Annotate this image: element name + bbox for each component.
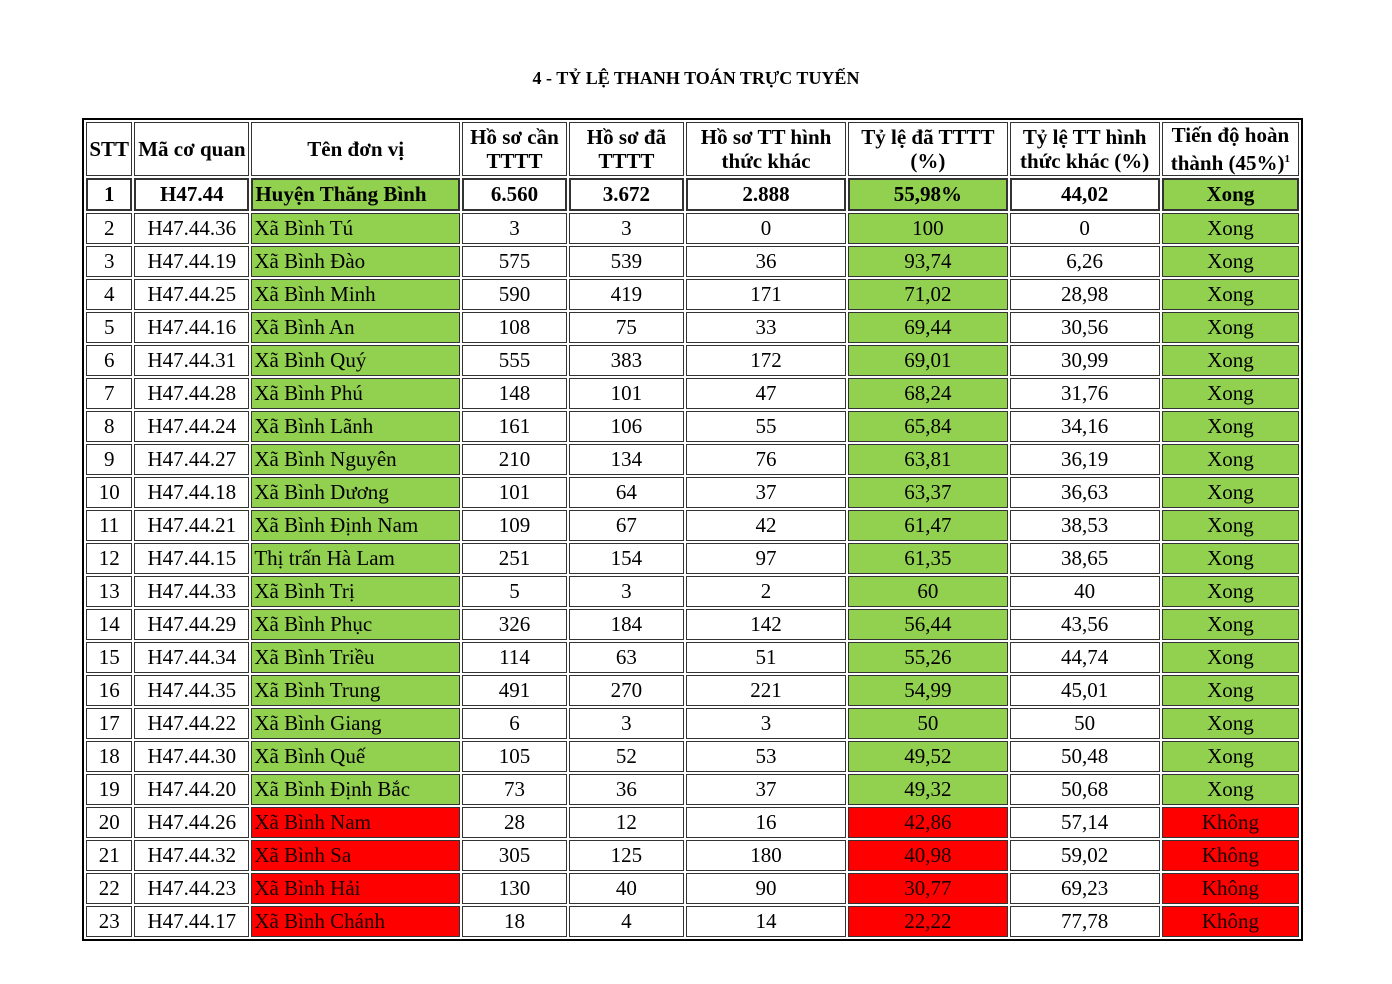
cell-tien-do: Xong <box>1162 642 1299 673</box>
table-row <box>86 378 1299 409</box>
cell-ten-don-vi: Huyện Thăng Bình <box>251 178 460 211</box>
cell-tien-do: Xong <box>1162 178 1299 211</box>
cell-ten-don-vi: Xã Bình Triều <box>251 642 460 673</box>
cell-ten-don-vi: Xã Bình Lãnh <box>251 411 460 442</box>
cell-ma-co-quan: H47.44 <box>134 178 249 211</box>
cell-ty-le-khac: 30,56 <box>1010 312 1160 343</box>
cell-stt: 8 <box>86 411 132 442</box>
cell-ty-le-khac: 77,78 <box>1010 906 1160 937</box>
cell-ty-le-khac: 50,68 <box>1010 774 1160 805</box>
cell-tien-do: Xong <box>1162 411 1299 442</box>
cell-ty-le-da: 63,37 <box>848 477 1007 508</box>
cell-ty-le-khac: 50,48 <box>1010 741 1160 772</box>
cell-ho-so-can: 326 <box>462 609 567 640</box>
cell-ma-co-quan: H47.44.27 <box>134 444 249 475</box>
cell-stt: 20 <box>86 807 132 838</box>
table-row-total <box>86 178 1299 211</box>
cell-tien-do: Xong <box>1162 279 1299 310</box>
page-title: 4 - TỶ LỆ THANH TOÁN TRỰC TUYẾN <box>532 68 860 88</box>
cell-ma-co-quan: H47.44.34 <box>134 642 249 673</box>
cell-ty-le-khac: 6,26 <box>1010 246 1160 277</box>
cell-tien-do: Xong <box>1162 774 1299 805</box>
cell-ty-le-khac: 34,16 <box>1010 411 1160 442</box>
cell-ho-so-khac: 55 <box>686 411 846 442</box>
table-row <box>86 708 1299 739</box>
cell-ten-don-vi: Xã Bình Đào <box>251 246 460 277</box>
cell-ten-don-vi: Xã Bình Dương <box>251 477 460 508</box>
cell-ty-le-da: 61,47 <box>848 510 1007 541</box>
cell-ho-so-khac: 171 <box>686 279 846 310</box>
cell-ho-so-khac: 36 <box>686 246 846 277</box>
cell-ho-so-khac: 33 <box>686 312 846 343</box>
cell-stt: 19 <box>86 774 132 805</box>
cell-stt: 17 <box>86 708 132 739</box>
cell-ho-so-can: 114 <box>462 642 567 673</box>
cell-ty-le-khac: 30,99 <box>1010 345 1160 376</box>
cell-tien-do: Xong <box>1162 510 1299 541</box>
cell-ty-le-da: 30,77 <box>848 873 1007 904</box>
cell-ty-le-da: 69,01 <box>848 345 1007 376</box>
cell-stt: 23 <box>86 906 132 937</box>
table-row <box>86 345 1299 376</box>
cell-ho-so-da: 67 <box>569 510 684 541</box>
cell-tien-do: Không <box>1162 906 1299 937</box>
header-ho-so-da: Hồ sơ đã TTTT <box>569 122 684 176</box>
cell-ma-co-quan: H47.44.36 <box>134 213 249 244</box>
cell-ho-so-da: 4 <box>569 906 684 937</box>
cell-stt: 3 <box>86 246 132 277</box>
table-row <box>86 543 1299 574</box>
cell-tien-do: Xong <box>1162 444 1299 475</box>
cell-ma-co-quan: H47.44.35 <box>134 675 249 706</box>
cell-tien-do: Xong <box>1162 741 1299 772</box>
cell-stt: 21 <box>86 840 132 871</box>
cell-ma-co-quan: H47.44.21 <box>134 510 249 541</box>
cell-stt: 10 <box>86 477 132 508</box>
cell-ten-don-vi: Xã Bình An <box>251 312 460 343</box>
cell-tien-do: Không <box>1162 807 1299 838</box>
cell-ho-so-da: 75 <box>569 312 684 343</box>
cell-ty-le-khac: 69,23 <box>1010 873 1160 904</box>
cell-ty-le-da: 55,26 <box>848 642 1007 673</box>
cell-ho-so-khac: 2.888 <box>686 178 846 211</box>
cell-ty-le-da: 49,32 <box>848 774 1007 805</box>
cell-ty-le-khac: 28,98 <box>1010 279 1160 310</box>
cell-ho-so-can: 6.560 <box>462 178 567 211</box>
cell-tien-do: Xong <box>1162 708 1299 739</box>
cell-ho-so-khac: 53 <box>686 741 846 772</box>
cell-ten-don-vi: Xã Bình Hải <box>251 873 460 904</box>
cell-stt: 11 <box>86 510 132 541</box>
table-row <box>86 774 1299 805</box>
cell-ho-so-can: 491 <box>462 675 567 706</box>
cell-ho-so-can: 148 <box>462 378 567 409</box>
cell-ten-don-vi: Xã Bình Quế <box>251 741 460 772</box>
cell-ten-don-vi: Xã Bình Minh <box>251 279 460 310</box>
cell-ho-so-da: 383 <box>569 345 684 376</box>
cell-ten-don-vi: Xã Bình Định Nam <box>251 510 460 541</box>
cell-ho-so-can: 5 <box>462 576 567 607</box>
cell-ho-so-da: 106 <box>569 411 684 442</box>
cell-ty-le-da: 42,86 <box>848 807 1007 838</box>
table-row <box>86 642 1299 673</box>
cell-ten-don-vi: Xã Bình Trung <box>251 675 460 706</box>
cell-ty-le-khac: 31,76 <box>1010 378 1160 409</box>
cell-ho-so-khac: 221 <box>686 675 846 706</box>
cell-ho-so-da: 12 <box>569 807 684 838</box>
cell-ty-le-da: 71,02 <box>848 279 1007 310</box>
table-row <box>86 279 1299 310</box>
cell-ho-so-da: 63 <box>569 642 684 673</box>
cell-ma-co-quan: H47.44.18 <box>134 477 249 508</box>
cell-ty-le-khac: 40 <box>1010 576 1160 607</box>
header-ho-so-khac: Hồ sơ TT hình thức khác <box>686 122 846 176</box>
table-row <box>86 444 1299 475</box>
header-ty-le-khac: Tỷ lệ TT hình thức khác (%) <box>1010 122 1160 176</box>
cell-tien-do: Xong <box>1162 213 1299 244</box>
cell-tien-do: Xong <box>1162 378 1299 409</box>
cell-ho-so-can: 6 <box>462 708 567 739</box>
cell-ho-so-da: 154 <box>569 543 684 574</box>
table-row <box>86 873 1299 904</box>
cell-ty-le-da: 93,74 <box>848 246 1007 277</box>
cell-ma-co-quan: H47.44.24 <box>134 411 249 442</box>
cell-ma-co-quan: H47.44.31 <box>134 345 249 376</box>
cell-ho-so-can: 161 <box>462 411 567 442</box>
cell-stt: 12 <box>86 543 132 574</box>
cell-ho-so-da: 125 <box>569 840 684 871</box>
cell-ho-so-da: 36 <box>569 774 684 805</box>
cell-ho-so-da: 134 <box>569 444 684 475</box>
cell-stt: 4 <box>86 279 132 310</box>
table-row <box>86 576 1299 607</box>
cell-tien-do: Xong <box>1162 543 1299 574</box>
footnote-marker: 1 <box>1284 153 1291 165</box>
table-row <box>86 807 1299 838</box>
cell-ho-so-khac: 3 <box>686 708 846 739</box>
cell-ty-le-da: 61,35 <box>848 543 1007 574</box>
table-row <box>86 213 1299 244</box>
header-ma-co-quan: Mã cơ quan <box>134 122 249 176</box>
cell-ho-so-can: 28 <box>462 807 567 838</box>
table-row <box>86 675 1299 706</box>
cell-stt: 9 <box>86 444 132 475</box>
cell-stt: 2 <box>86 213 132 244</box>
cell-ho-so-khac: 42 <box>686 510 846 541</box>
cell-tien-do: Xong <box>1162 609 1299 640</box>
cell-stt: 5 <box>86 312 132 343</box>
cell-ty-le-khac: 44,74 <box>1010 642 1160 673</box>
cell-ho-so-can: 590 <box>462 279 567 310</box>
cell-ho-so-can: 109 <box>462 510 567 541</box>
cell-ty-le-khac: 43,56 <box>1010 609 1160 640</box>
table-row <box>86 906 1299 937</box>
cell-ma-co-quan: H47.44.25 <box>134 279 249 310</box>
cell-ty-le-khac: 59,02 <box>1010 840 1160 871</box>
cell-ty-le-da: 54,99 <box>848 675 1007 706</box>
cell-ho-so-da: 3.672 <box>569 178 684 211</box>
header-tien-do-label: Tiến độ hoàn thành (45%) <box>1170 123 1290 175</box>
cell-ho-so-khac: 37 <box>686 477 846 508</box>
cell-ho-so-khac: 97 <box>686 543 846 574</box>
cell-ho-so-khac: 90 <box>686 873 846 904</box>
cell-ho-so-da: 419 <box>569 279 684 310</box>
cell-stt: 7 <box>86 378 132 409</box>
cell-ty-le-khac: 36,19 <box>1010 444 1160 475</box>
cell-ma-co-quan: H47.44.16 <box>134 312 249 343</box>
cell-ty-le-da: 56,44 <box>848 609 1007 640</box>
cell-ten-don-vi: Xã Bình Định Bắc <box>251 774 460 805</box>
cell-ty-le-da: 55,98% <box>848 178 1007 211</box>
cell-tien-do: Xong <box>1162 312 1299 343</box>
table-body <box>86 178 1299 937</box>
table-row <box>86 312 1299 343</box>
cell-ty-le-khac: 50 <box>1010 708 1160 739</box>
cell-ho-so-khac: 142 <box>686 609 846 640</box>
cell-ho-so-khac: 37 <box>686 774 846 805</box>
cell-tien-do: Xong <box>1162 477 1299 508</box>
header-ten-don-vi: Tên đơn vị <box>251 122 460 176</box>
cell-ten-don-vi: Xã Bình Giang <box>251 708 460 739</box>
cell-ho-so-khac: 172 <box>686 345 846 376</box>
cell-ten-don-vi: Xã Bình Trị <box>251 576 460 607</box>
cell-ho-so-khac: 51 <box>686 642 846 673</box>
header-ho-so-can: Hồ sơ cần TTTT <box>462 122 567 176</box>
cell-ten-don-vi: Xã Bình Tú <box>251 213 460 244</box>
cell-ho-so-can: 73 <box>462 774 567 805</box>
cell-ho-so-da: 184 <box>569 609 684 640</box>
cell-ho-so-khac: 14 <box>686 906 846 937</box>
cell-ten-don-vi: Xã Bình Nam <box>251 807 460 838</box>
cell-ma-co-quan: H47.44.28 <box>134 378 249 409</box>
cell-ty-le-da: 22,22 <box>848 906 1007 937</box>
cell-stt: 14 <box>86 609 132 640</box>
cell-ty-le-da: 69,44 <box>848 312 1007 343</box>
cell-ten-don-vi: Xã Bình Phú <box>251 378 460 409</box>
cell-ma-co-quan: H47.44.32 <box>134 840 249 871</box>
cell-ho-so-can: 130 <box>462 873 567 904</box>
cell-ho-so-khac: 47 <box>686 378 846 409</box>
cell-ty-le-da: 68,24 <box>848 378 1007 409</box>
cell-ho-so-can: 3 <box>462 213 567 244</box>
table-header-row <box>86 122 1299 176</box>
cell-stt: 22 <box>86 873 132 904</box>
cell-ma-co-quan: H47.44.17 <box>134 906 249 937</box>
cell-ten-don-vi: Thị trấn Hà Lam <box>251 543 460 574</box>
cell-stt: 15 <box>86 642 132 673</box>
cell-tien-do: Xong <box>1162 345 1299 376</box>
header-stt: STT <box>86 122 132 176</box>
table-row <box>86 840 1299 871</box>
cell-ho-so-can: 108 <box>462 312 567 343</box>
cell-ho-so-can: 251 <box>462 543 567 574</box>
cell-ho-so-da: 3 <box>569 213 684 244</box>
cell-ten-don-vi: Xã Bình Sa <box>251 840 460 871</box>
cell-ho-so-da: 101 <box>569 378 684 409</box>
cell-ty-le-da: 60 <box>848 576 1007 607</box>
cell-ho-so-da: 40 <box>569 873 684 904</box>
cell-ma-co-quan: H47.44.19 <box>134 246 249 277</box>
cell-ho-so-can: 305 <box>462 840 567 871</box>
cell-ty-le-khac: 36,63 <box>1010 477 1160 508</box>
cell-stt: 6 <box>86 345 132 376</box>
cell-ty-le-da: 65,84 <box>848 411 1007 442</box>
cell-ty-le-da: 49,52 <box>848 741 1007 772</box>
cell-tien-do: Xong <box>1162 576 1299 607</box>
cell-ma-co-quan: H47.44.26 <box>134 807 249 838</box>
cell-tien-do: Không <box>1162 873 1299 904</box>
cell-ty-le-khac: 45,01 <box>1010 675 1160 706</box>
table-row <box>86 741 1299 772</box>
cell-ho-so-can: 105 <box>462 741 567 772</box>
cell-tien-do: Xong <box>1162 675 1299 706</box>
table-row <box>86 510 1299 541</box>
cell-ma-co-quan: H47.44.30 <box>134 741 249 772</box>
cell-ho-so-can: 18 <box>462 906 567 937</box>
header-tien-do <box>1162 122 1299 176</box>
table-row <box>86 411 1299 442</box>
cell-ho-so-da: 64 <box>569 477 684 508</box>
cell-ho-so-can: 101 <box>462 477 567 508</box>
cell-ten-don-vi: Xã Bình Phục <box>251 609 460 640</box>
cell-ty-le-khac: 38,65 <box>1010 543 1160 574</box>
cell-stt: 18 <box>86 741 132 772</box>
cell-tien-do: Không <box>1162 840 1299 871</box>
cell-ho-so-da: 52 <box>569 741 684 772</box>
cell-ty-le-da: 63,81 <box>848 444 1007 475</box>
cell-ma-co-quan: H47.44.29 <box>134 609 249 640</box>
cell-ty-le-da: 40,98 <box>848 840 1007 871</box>
cell-ho-so-khac: 180 <box>686 840 846 871</box>
cell-ho-so-can: 555 <box>462 345 567 376</box>
cell-ho-so-khac: 2 <box>686 576 846 607</box>
cell-ma-co-quan: H47.44.15 <box>134 543 249 574</box>
cell-ho-so-da: 270 <box>569 675 684 706</box>
cell-ho-so-da: 3 <box>569 576 684 607</box>
cell-ho-so-khac: 76 <box>686 444 846 475</box>
cell-ma-co-quan: H47.44.20 <box>134 774 249 805</box>
header-ty-le-da: Tỷ lệ đã TTTT (%) <box>848 122 1007 176</box>
cell-ma-co-quan: H47.44.22 <box>134 708 249 739</box>
table-row <box>86 246 1299 277</box>
cell-ho-so-can: 575 <box>462 246 567 277</box>
cell-ho-so-khac: 16 <box>686 807 846 838</box>
cell-stt: 1 <box>86 178 132 211</box>
table-row <box>86 609 1299 640</box>
cell-ma-co-quan: H47.44.23 <box>134 873 249 904</box>
cell-ho-so-da: 3 <box>569 708 684 739</box>
cell-tien-do: Xong <box>1162 246 1299 277</box>
cell-ty-le-da: 50 <box>848 708 1007 739</box>
cell-ty-le-khac: 38,53 <box>1010 510 1160 541</box>
cell-ten-don-vi: Xã Bình Chánh <box>251 906 460 937</box>
cell-stt: 16 <box>86 675 132 706</box>
payment-rate-table <box>82 118 1303 941</box>
cell-ty-le-da: 100 <box>848 213 1007 244</box>
table-row <box>86 477 1299 508</box>
cell-ty-le-khac: 0 <box>1010 213 1160 244</box>
cell-ty-le-khac: 57,14 <box>1010 807 1160 838</box>
cell-ten-don-vi: Xã Bình Nguyên <box>251 444 460 475</box>
cell-ma-co-quan: H47.44.33 <box>134 576 249 607</box>
cell-ho-so-can: 210 <box>462 444 567 475</box>
cell-ho-so-khac: 0 <box>686 213 846 244</box>
cell-stt: 13 <box>86 576 132 607</box>
cell-ho-so-da: 539 <box>569 246 684 277</box>
cell-ten-don-vi: Xã Bình Quý <box>251 345 460 376</box>
cell-ty-le-khac: 44,02 <box>1010 178 1160 211</box>
